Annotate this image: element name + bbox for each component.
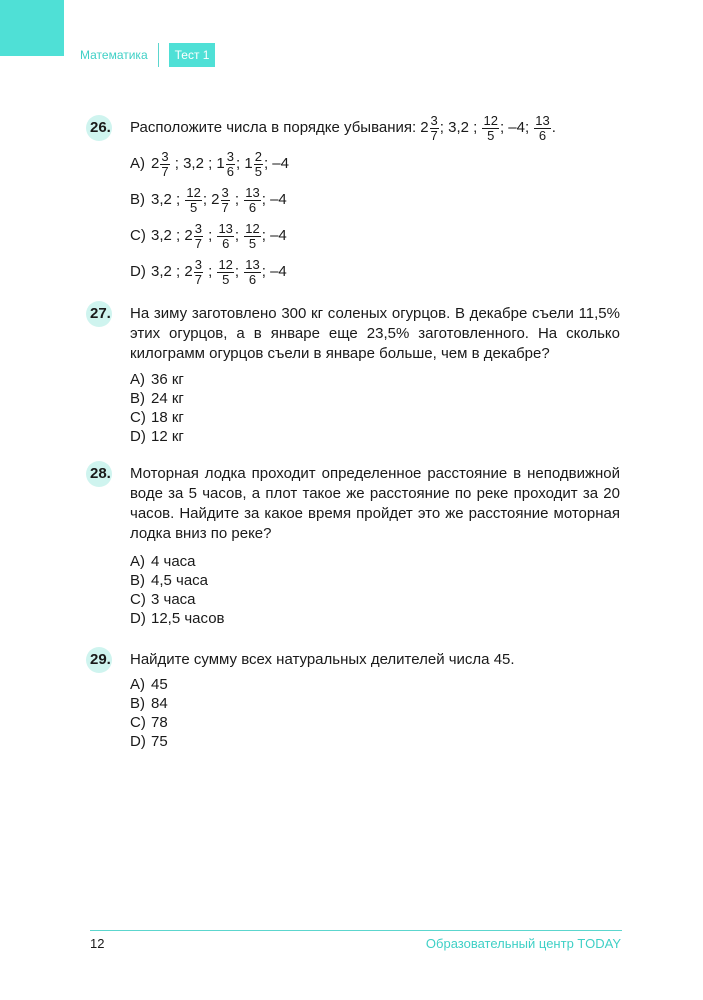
fraction: $\frac{3}{7}$ — [194, 256, 202, 287]
option-expression: 3,2 ; 2 $\frac{3}{7}$ ; $\frac{12}{5}$ ; $\frac{13}{6}$ ; –4 — [151, 256, 287, 287]
question-29 — [90, 650, 620, 751]
question-number: 27. — [90, 304, 130, 364]
option-c[interactable] — [130, 218, 620, 254]
option-a[interactable]: A) 4 часа — [130, 553, 196, 570]
option-expression: 2 $\frac{3}{7}$ ; 3,2 ; 1 $\frac{3}{6}$ ; 1 $\frac{2}{5}$ ; –4 — [151, 148, 289, 179]
footer-brand: Образовательный центр TODAY — [425, 936, 621, 951]
footer-divider — [90, 930, 622, 931]
question-text: Моторная лодка проходит определенное расстояние в неподвижной воде за 5 часов, а плот такое же расстояние по реке проходит за 20 часов. Найдите за какое время пройдет это же расстояние моторная лодка вниз по реке? — [130, 465, 620, 542]
question-number: 29. — [90, 650, 130, 670]
option-expression: 3,2 ; $\frac{12}{5}$ ; 2 $\frac{3}{7}$ ; $\frac{13}{6}$ ; –4 — [151, 184, 287, 215]
option-a[interactable]: A) 36 кг — [130, 371, 184, 388]
option-d[interactable]: D) 12,5 часов — [130, 610, 225, 627]
answer-options — [130, 552, 620, 628]
option-c[interactable]: C) 78 — [130, 714, 168, 731]
fraction: $\frac{2}{5}$ — [254, 148, 262, 179]
option-a[interactable] — [130, 146, 620, 182]
test-tab: Тест 1 — [169, 43, 216, 67]
option-b[interactable] — [130, 182, 620, 218]
option-d[interactable]: D) 12 кг — [130, 428, 184, 445]
question-text: Расположите числа в порядке убывания: — [130, 119, 417, 136]
corner-accent-block — [0, 0, 64, 56]
option-d[interactable]: D) 75 — [130, 733, 168, 750]
fraction: $\frac{13}{6}$ — [218, 220, 233, 251]
fraction: $\frac{13}{6}$ — [245, 184, 260, 215]
fraction: $\frac{12}{5}$ — [483, 112, 498, 143]
option-expression: 3,2 ; 2 $\frac{3}{7}$ ; $\frac{13}{6}$ ; $\frac{12}{5}$ ; –4 — [151, 220, 287, 251]
question-text: Найдите сумму всех натуральных делителей числа 45. — [130, 651, 515, 668]
fraction: $\frac{12}{5}$ — [218, 256, 233, 287]
fraction: $\frac{3}{6}$ — [226, 148, 235, 179]
option-letter: A) — [130, 155, 145, 172]
question-27 — [90, 304, 620, 446]
number-expression: 2 $\frac{3}{7}$ ; 3,2 ; $\frac{12}{5}$ ; –4; $\frac{13}{6}$ . — [420, 112, 556, 143]
fraction: $\frac{13}{6}$ — [535, 112, 550, 143]
option-c[interactable]: C) 3 часа — [130, 591, 196, 608]
option-b[interactable]: B) 24 кг — [130, 390, 184, 407]
question-number: 28. — [90, 464, 130, 544]
fraction: $\frac{3}{7}$ — [194, 220, 202, 251]
question-28 — [90, 464, 620, 628]
fraction: $\frac{3}{7}$ — [161, 148, 169, 179]
option-letter: B) — [130, 191, 145, 208]
header-divider — [158, 43, 159, 67]
answer-options — [130, 370, 620, 446]
answer-options — [130, 146, 620, 290]
question-26 — [90, 110, 620, 290]
question-number: 26. — [90, 118, 130, 138]
question-26-line — [90, 110, 620, 146]
fraction: $\frac{3}{7}$ — [221, 184, 229, 215]
option-letter: D) — [130, 263, 146, 280]
option-b[interactable]: B) 4,5 часа — [130, 572, 209, 589]
page-number: 12 — [90, 936, 105, 951]
fraction: $\frac{12}{5}$ — [186, 184, 201, 215]
option-letter: C) — [130, 227, 146, 244]
page-header — [70, 43, 215, 67]
fraction: $\frac{12}{5}$ — [245, 220, 260, 251]
fraction: $\frac{3}{7}$ — [430, 112, 438, 143]
option-c[interactable]: C) 18 кг — [130, 409, 184, 426]
option-a[interactable]: A) 45 — [130, 676, 168, 693]
subject-label: Математика — [80, 48, 148, 62]
answer-options — [130, 675, 620, 751]
fraction: $\frac{13}{6}$ — [245, 256, 260, 287]
option-b[interactable]: B) 84 — [130, 695, 168, 712]
question-text: На зиму заготовлено 300 кг соленых огурцов. В декабре съели 11,5% этих огурцов, а в январе еще 23,5% заготовленного. На сколько килограмм огурцов съели в январе больше, чем в декабре? — [130, 305, 620, 362]
option-d[interactable] — [130, 254, 620, 290]
